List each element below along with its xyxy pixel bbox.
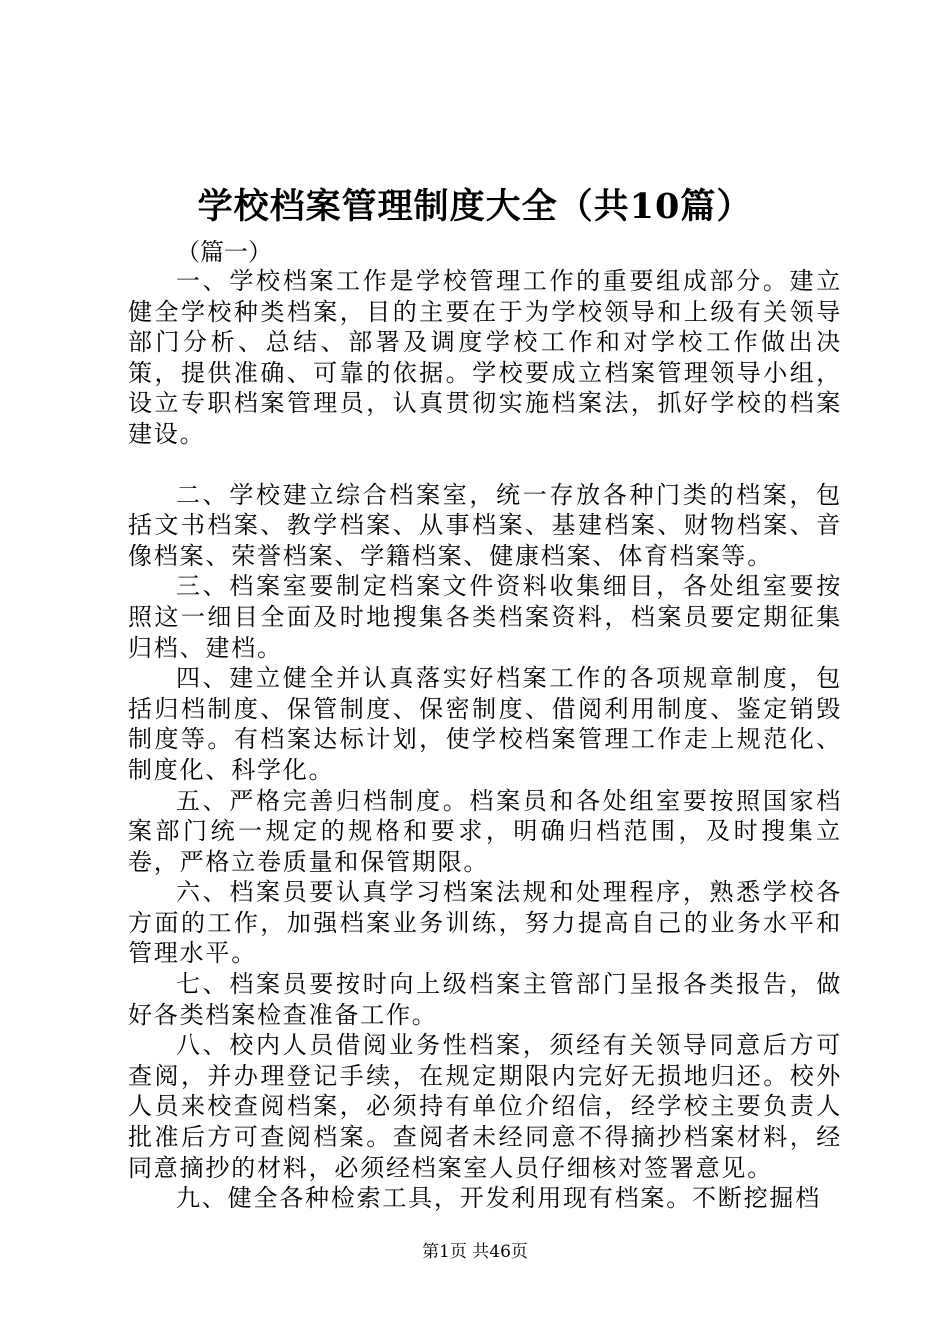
paragraph: 二、学校建立综合档案室，统一存放各种门类的档案，包括文书档案、教学档案、从事档案、基建档案、财物档案、音像档案、荣誉档案、学籍档案、健康档案、体育档案等。: [128, 480, 842, 570]
paragraph: 三、档案室要制定档案文件资料收集细目，各处组室要按照这一细目全面及时地搜集各类档案资料，档案员要定期征集归档、建档。: [128, 572, 842, 662]
paragraph: 九、健全各种检索工具，开发利用现有档案。不断挖掘档: [176, 1184, 821, 1213]
paragraph: 七、档案员要按时向上级档案主管部门呈报各类报告，做好各类档案检查准备工作。: [128, 970, 842, 1029]
paragraph: 五、严格完善归档制度。档案员和各处组室要按照国家档案部门统一规定的规格和要求，明确归档范围，及时搜集立卷，严格立卷质量和保管期限。: [128, 786, 842, 876]
paragraph: 四、建立健全并认真落实好档案工作的各项规章制度，包括归档制度、保管制度、保密制度、借阅利用制度、鉴定销毁制度等。有档案达标计划，使学校档案管理工作走上规范化、制度化、科学化。: [128, 664, 842, 784]
page-footer: 第1页 共46页: [422, 1242, 528, 1262]
document-body: [128, 266, 842, 1214]
paragraph: 一、学校档案工作是学校管理工作的重要组成部分。建立健全学校种类档案，目的主要在于为学校领导和上级有关领导部门分析、总结、部署及调度学校工作和对学校工作做出决策，提供准确、可靠的依据。学校要成立档案管理领导小组，设立专职档案管理员，认真贯彻实施档案法，抓好学校的档案建设。: [128, 267, 842, 448]
document-title: 学校档案管理制度大全（共10篇）: [197, 186, 753, 227]
paragraph: 八、校内人员借阅业务性档案，须经有关领导同意后方可查阅，并办理登记手续，在规定期限内完好无损地归还。校外人员来校查阅档案，必须持有单位介绍信，经学校主要负责人批准后方可查阅档案。查阅者未经同意不得摘抄档案材料，经同意摘抄的材料，必须经档案室人员仔细核对签署意见。: [128, 1031, 842, 1182]
section-heading: （篇一）: [176, 238, 272, 266]
paragraph: 六、档案员要认真学习档案法规和处理程序，熟悉学校各方面的工作，加强档案业务训练，努力提高自己的业务水平和管理水平。: [128, 878, 842, 968]
